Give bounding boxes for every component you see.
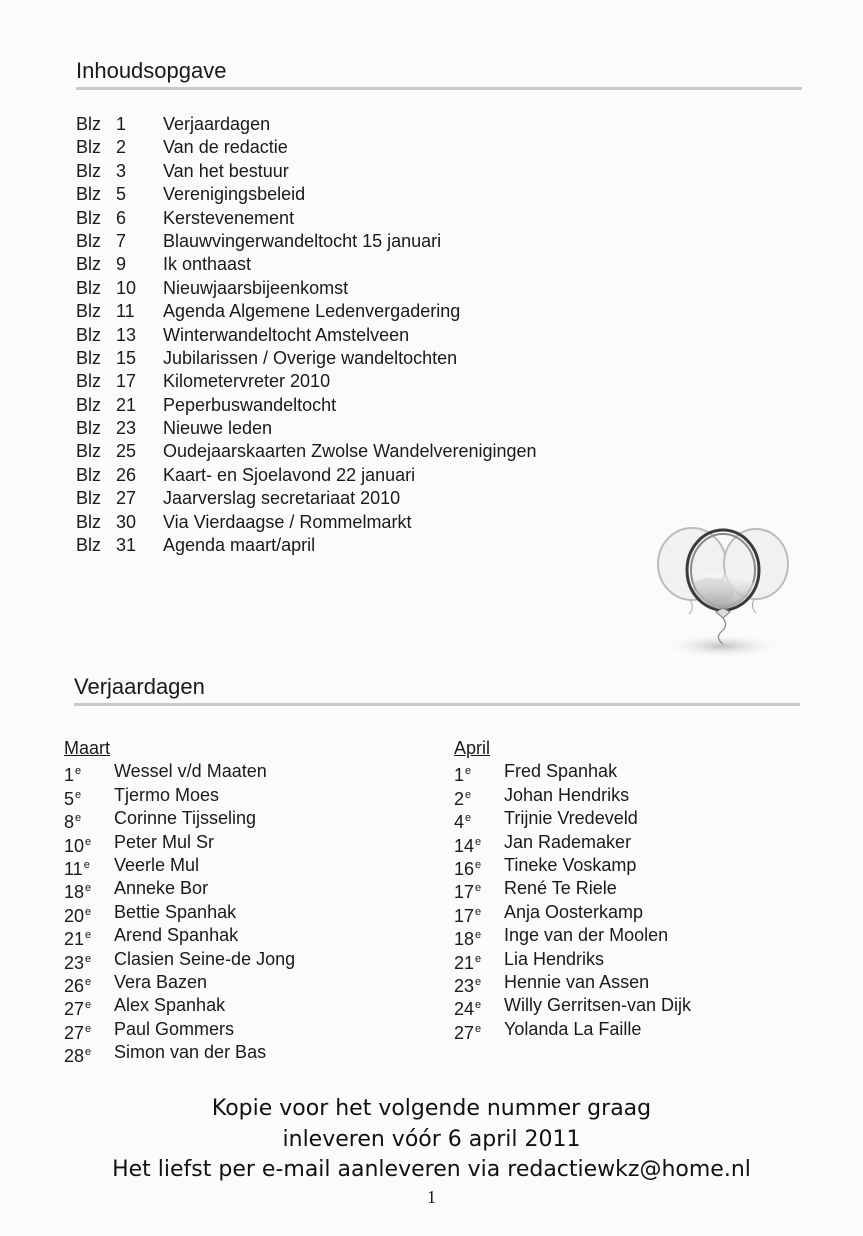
toc-title: Inhoudsopgave bbox=[76, 58, 802, 90]
toc-blz-label: Blz bbox=[76, 114, 102, 134]
toc-page-number: 2 bbox=[116, 137, 127, 158]
toc-entry-title: Van het bestuur bbox=[163, 160, 289, 181]
birthday-entry bbox=[454, 760, 618, 786]
birthday-day-number: 2 bbox=[454, 788, 465, 809]
birthday-day-number: 5 bbox=[64, 788, 75, 809]
toc-page-number: 26 bbox=[116, 464, 137, 485]
birthday-name: Bettie Spanhak bbox=[114, 901, 237, 922]
ordinal-suffix: e bbox=[475, 858, 482, 871]
birthday-name: Corinne Tijsseling bbox=[114, 808, 257, 829]
toc-blz-label: Blz bbox=[76, 441, 102, 462]
ordinal-suffix: e bbox=[75, 765, 82, 778]
birthday-entry bbox=[454, 854, 637, 879]
birthday-name: Lia Hendriks bbox=[504, 948, 605, 969]
ordinal-suffix: e bbox=[85, 975, 92, 988]
ordinal-suffix: e bbox=[475, 1022, 482, 1035]
toc-blz-label: Blz bbox=[76, 301, 102, 322]
birthday-name: Alex Spanhak bbox=[114, 995, 226, 1016]
page-number: 1 bbox=[427, 1187, 436, 1207]
birthday-entry bbox=[64, 994, 226, 1020]
toc-blz-label: Blz bbox=[76, 160, 102, 181]
toc-blz-label: Blz bbox=[76, 511, 102, 532]
toc-entry-title: Nieuwe leden bbox=[163, 418, 273, 439]
birthday-name: Arend Spanhak bbox=[114, 925, 239, 946]
birthdays-maart bbox=[64, 737, 296, 1067]
ordinal-suffix: e bbox=[475, 835, 482, 848]
toc-blz-label: Blz bbox=[76, 347, 102, 368]
toc-entry-title: Ik onthaast bbox=[163, 254, 252, 275]
birthday-entry bbox=[454, 831, 632, 856]
birthday-day bbox=[454, 1018, 502, 1045]
birthday-name: Wessel v/d Maaten bbox=[114, 761, 267, 782]
birthday-day-number: 14 bbox=[454, 835, 475, 856]
birthday-name: Jan Rademaker bbox=[504, 831, 632, 852]
birthday-entry bbox=[454, 994, 692, 1020]
toc-entry-title: Nieuwjaarsbijeenkomst bbox=[163, 277, 349, 298]
toc-blz-label: Blz bbox=[76, 137, 102, 158]
toc-page-number: 9 bbox=[116, 254, 127, 275]
ordinal-suffix: e bbox=[475, 999, 482, 1012]
toc-entry-title: Kerstevenement bbox=[163, 207, 295, 228]
toc-page-number: 11 bbox=[116, 301, 135, 322]
birthday-day-number: 16 bbox=[454, 858, 475, 879]
submission-notice bbox=[0, 1094, 863, 1186]
birthday-entry bbox=[454, 877, 617, 903]
toc-entry-title: Peperbuswandeltocht bbox=[163, 394, 337, 415]
toc-blz-label: Blz bbox=[76, 394, 102, 415]
birthday-entry bbox=[64, 901, 237, 926]
birthday-day-number: 23 bbox=[64, 952, 85, 973]
ordinal-suffix: e bbox=[85, 882, 92, 895]
birthday-name: Fred Spanhak bbox=[504, 761, 618, 782]
toc-page-number: 31 bbox=[116, 535, 137, 556]
toc-entry-title: Via Vierdaagse / Rommelmarkt bbox=[163, 511, 412, 532]
ordinal-suffix: e bbox=[465, 812, 472, 825]
toc-entry-title: Agenda Algemene Ledenvergadering bbox=[163, 301, 461, 322]
ordinal-suffix: e bbox=[83, 858, 90, 871]
birthday-day-number: 24 bbox=[454, 999, 475, 1020]
toc-page-number: 23 bbox=[116, 418, 137, 439]
birthday-day-number: 26 bbox=[64, 975, 85, 996]
ordinal-suffix: e bbox=[75, 788, 82, 801]
birthday-name: Willy Gerritsen-van Dijk bbox=[504, 995, 692, 1016]
birthday-entry bbox=[454, 807, 638, 833]
ordinal-suffix: e bbox=[85, 835, 92, 848]
toc-page-number: 30 bbox=[116, 511, 137, 532]
ordinal-suffix: e bbox=[465, 788, 472, 801]
toc-entry-title: Winterwandeltocht Amstelveen bbox=[163, 324, 410, 345]
ordinal-suffix: e bbox=[85, 952, 92, 965]
birthday-day-number: 21 bbox=[64, 929, 85, 950]
toc-blz-label: Blz bbox=[76, 207, 102, 228]
birthday-entry bbox=[64, 971, 208, 996]
birthday-day-number: 8 bbox=[64, 812, 75, 833]
ordinal-suffix: e bbox=[85, 1022, 92, 1035]
birthday-entry bbox=[454, 948, 605, 973]
birthday-name: Anja Oosterkamp bbox=[504, 901, 644, 922]
ordinal-suffix: e bbox=[475, 882, 482, 895]
toc-page-number: 13 bbox=[116, 324, 137, 345]
birthday-day-number: 1 bbox=[454, 765, 465, 786]
toc-blz-label: Blz bbox=[76, 277, 102, 298]
toc-page-number: 1 bbox=[116, 114, 127, 134]
toc-blz-label: Blz bbox=[76, 535, 102, 556]
birthday-day-number: 27 bbox=[454, 1022, 475, 1043]
toc-page-number: 10 bbox=[116, 277, 137, 298]
ordinal-suffix: e bbox=[475, 952, 482, 965]
toc-entry-title: Oudejaarskaarten Zwolse Wandelverenigingen bbox=[163, 441, 537, 462]
balloons-icon bbox=[650, 522, 796, 662]
toc-blz-label: Blz bbox=[76, 230, 102, 251]
birthday-entry bbox=[454, 784, 630, 809]
birthday-entry bbox=[454, 971, 650, 996]
birthday-day-number: 20 bbox=[64, 905, 85, 926]
toc-entry-title: Kilometervreter 2010 bbox=[163, 371, 331, 392]
notice-line: inleveren vóór 6 april 2011 bbox=[282, 1126, 581, 1152]
toc-entry-title: Kaart- en Sjoelavond 22 januari bbox=[163, 464, 416, 485]
ordinal-suffix: e bbox=[85, 929, 92, 942]
toc-entry-title: Agenda maart/april bbox=[163, 535, 316, 556]
birthday-day-number: 28 bbox=[64, 1046, 85, 1067]
toc-page-number: 25 bbox=[116, 441, 137, 462]
birthdays-april bbox=[454, 737, 692, 1043]
birthday-name: Clasien Seine-de Jong bbox=[114, 948, 296, 969]
birthday-entry bbox=[64, 760, 267, 786]
toc-blz-label: Blz bbox=[76, 254, 102, 275]
birthday-entry bbox=[64, 807, 257, 833]
toc-entry-title: Verenigingsbeleid bbox=[163, 184, 306, 205]
notice-line: Kopie voor het volgende nummer graag bbox=[211, 1096, 652, 1121]
birthday-day-number: 27 bbox=[64, 999, 85, 1020]
birthday-day-number: 4 bbox=[454, 812, 465, 833]
toc-entry-title: Van de redactie bbox=[163, 137, 288, 158]
notice-line: Het liefst per e-mail aanleveren via redactiewkz@home.nl bbox=[112, 1157, 751, 1182]
birthday-day-number: 18 bbox=[64, 882, 85, 903]
birthday-day-number: 23 bbox=[454, 975, 475, 996]
birthday-name: Simon van der Bas bbox=[114, 1042, 267, 1063]
toc-page-number: 27 bbox=[116, 488, 137, 509]
birthday-entry bbox=[64, 831, 215, 856]
toc-blz-label: Blz bbox=[76, 464, 102, 485]
birthday-entry bbox=[454, 901, 644, 926]
ordinal-suffix: e bbox=[75, 812, 82, 825]
toc-page-number: 5 bbox=[116, 184, 127, 205]
birthday-name: Trijnie Vredeveld bbox=[504, 808, 638, 829]
birthday-entry bbox=[64, 1018, 235, 1043]
birthday-name: Tjermo Moes bbox=[114, 784, 220, 805]
ordinal-suffix: e bbox=[465, 765, 472, 778]
birthday-day-number: 1 bbox=[64, 765, 75, 786]
toc-page-number: 15 bbox=[116, 347, 137, 368]
birthday-entry bbox=[64, 924, 239, 950]
toc-blz-label: Blz bbox=[76, 184, 102, 205]
toc-blz-label: Blz bbox=[76, 324, 102, 345]
birthday-day-number: 11 bbox=[64, 858, 83, 879]
ordinal-suffix: e bbox=[475, 929, 482, 942]
toc-entry-title: Jubilarissen / Overige wandeltochten bbox=[163, 347, 458, 368]
ordinal-suffix: e bbox=[85, 905, 92, 918]
birthday-entry bbox=[64, 948, 296, 973]
birthday-name: Veerle Mul bbox=[114, 854, 200, 875]
toc-entry-title: Verjaardagen bbox=[163, 114, 271, 134]
toc-entry-title: Jaarverslag secretariaat 2010 bbox=[163, 488, 401, 509]
birthday-entry bbox=[454, 1018, 642, 1043]
birthday-name: Vera Bazen bbox=[114, 971, 208, 992]
toc-page-number: 6 bbox=[116, 207, 127, 228]
birthday-day-number: 27 bbox=[64, 1022, 85, 1043]
birthday-name: Johan Hendriks bbox=[504, 784, 630, 805]
birthday-day-number: 21 bbox=[454, 952, 475, 973]
birthday-entry bbox=[64, 877, 209, 903]
birthday-day bbox=[64, 1041, 112, 1068]
month-heading-april: April bbox=[454, 738, 491, 758]
birthday-entry bbox=[64, 854, 200, 879]
ordinal-suffix: e bbox=[475, 975, 482, 988]
toc-page-number: 7 bbox=[116, 230, 127, 251]
ordinal-suffix: e bbox=[85, 999, 92, 1012]
toc-entry-title: Blauwvingerwandeltocht 15 januari bbox=[163, 230, 442, 251]
birthday-name: Paul Gommers bbox=[114, 1018, 235, 1039]
birthday-entry bbox=[454, 924, 669, 950]
toc-page-number: 21 bbox=[116, 394, 137, 415]
birthday-entry bbox=[64, 784, 220, 809]
birthdays-title: Verjaardagen bbox=[74, 674, 800, 706]
birthday-name: Inge van der Moolen bbox=[504, 925, 669, 946]
birthday-name: Anneke Bor bbox=[114, 878, 209, 899]
toc-blz-label: Blz bbox=[76, 418, 102, 439]
toc-blz-label: Blz bbox=[76, 371, 102, 392]
ordinal-suffix: e bbox=[85, 1046, 92, 1059]
birthday-name: Yolanda La Faille bbox=[504, 1018, 642, 1039]
birthday-day-number: 18 bbox=[454, 929, 475, 950]
toc-page-number: 17 bbox=[116, 371, 137, 392]
birthday-name: René Te Riele bbox=[504, 878, 617, 899]
birthday-entry bbox=[64, 1041, 267, 1067]
birthday-name: Tineke Voskamp bbox=[504, 854, 637, 875]
toc-blz-label: Blz bbox=[76, 488, 102, 509]
birthday-name: Hennie van Assen bbox=[504, 971, 650, 992]
birthday-name: Peter Mul Sr bbox=[114, 831, 215, 852]
birthday-day-number: 17 bbox=[454, 905, 475, 926]
birthday-day-number: 10 bbox=[64, 835, 85, 856]
ordinal-suffix: e bbox=[475, 905, 482, 918]
month-heading-maart: Maart bbox=[64, 738, 111, 758]
toc-page-number: 3 bbox=[116, 160, 127, 181]
birthday-day-number: 17 bbox=[454, 882, 475, 903]
